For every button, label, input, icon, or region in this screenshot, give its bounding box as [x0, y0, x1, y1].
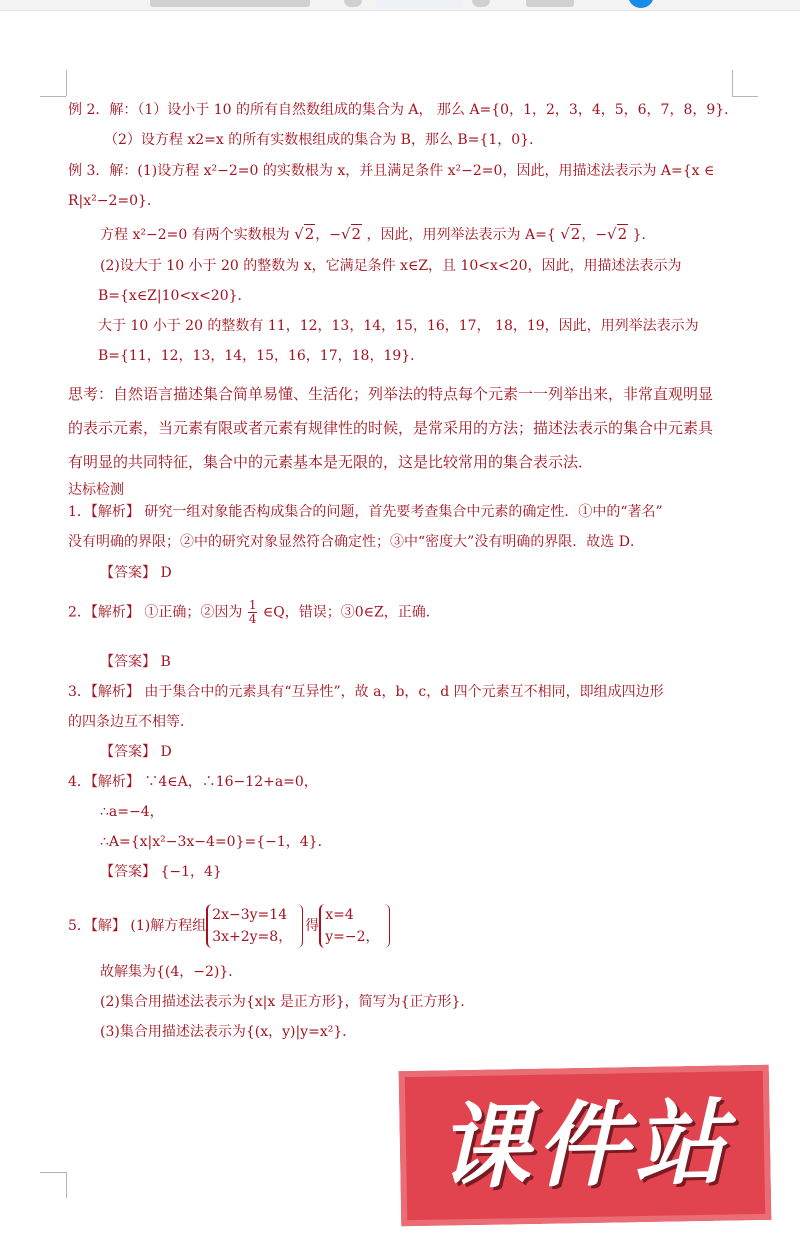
text-fragment: 2．【解析】 ①正确；②因为	[68, 604, 243, 621]
section-heading: 达标检测	[68, 482, 124, 498]
text-fragment: ∈Q，错误；③0∈Z，正确．	[262, 604, 440, 621]
text-line: 的四条边互不相等．	[68, 714, 194, 730]
solution-system	[319, 904, 383, 948]
page-corner-mark	[732, 96, 758, 97]
page-corner-mark	[66, 70, 67, 96]
answer-line: 【答案】 D	[100, 565, 172, 581]
denominator: 4	[248, 612, 257, 626]
page-corner-mark	[732, 70, 733, 96]
text-fragment: }．	[632, 227, 656, 243]
text-fragment: 方程 x²−2=0 有两个实数根为	[100, 227, 290, 243]
toolbar-label-fragment	[150, 0, 310, 7]
text-line: 3．【解析】 由于集合中的元素具有“互异性”，故 a，b，c，d 四个元素互不相同，即组成四边形	[68, 684, 664, 700]
toolbar-icon[interactable]	[472, 0, 490, 7]
equation-system	[206, 904, 296, 948]
text-line: ∴a=−4，	[100, 804, 164, 820]
text-line: 思考：自然语言描述集合简单易懂、生活化；列举法的特点每个元素一一列举出来，非常直观明显	[68, 385, 714, 403]
minus-sign: −	[595, 227, 608, 243]
comma: ，	[315, 227, 330, 243]
page-corner-mark	[40, 96, 66, 97]
text-line: 大于 10 小于 20 的整数有 11，12，13，14，15，16，17， 18，19，因此，用列举法表示为	[98, 318, 699, 334]
text-line: (3)集合用描述法表示为{(x，y)|y=x²}．	[100, 1024, 357, 1040]
equation: 2x−3y=14	[212, 907, 288, 923]
answer-line: 【答案】 D	[100, 744, 172, 760]
sqrt-expression: √2	[607, 225, 628, 243]
app-toolbar-strip	[0, 0, 800, 11]
radicand: 2	[570, 225, 581, 243]
answer-line: 【答案】 {−1，4}	[100, 864, 222, 880]
watermark-stamp	[399, 1065, 772, 1226]
sqrt-expression: √2	[560, 225, 581, 243]
page-corner-mark	[66, 1172, 67, 1198]
text-line-with-roots	[100, 224, 656, 245]
text-line: 有明显的共同特征，集合中的元素基本是无限的，这是比较常用的集合表示法．	[68, 453, 594, 471]
sqrt-expression: √2	[294, 225, 315, 243]
equation: x=4	[325, 907, 354, 923]
comma: ，	[581, 227, 596, 243]
text-line: 例 3．解：(1)设方程 x²−2=0 的实数根为 x，并且满足条件 x²−2=0，因此，用描述法表示为 A={x ∈	[68, 163, 715, 179]
text-line: ∴A={x|x²−3x−4=0}={−1，4}．	[100, 834, 332, 850]
equation: 3x+2y=8，	[212, 929, 293, 945]
system-brace-right	[296, 904, 303, 948]
text-line: （2）设方程 x2=x 的所有实数根组成的集合为 B，那么 B={1，0}．	[104, 132, 544, 148]
text-fragment: 5．【解】 (1)解方程组	[68, 918, 207, 934]
toolbar-label-fragment	[526, 0, 574, 7]
minus-sign: −	[329, 227, 341, 243]
text-line: 1．【解析】 研究一组对象能否构成集合的问题，首先要考查集合中元素的确定性．①中的“著名”	[68, 504, 663, 520]
radicand: 2	[351, 225, 362, 243]
toolbar-input[interactable]	[376, 0, 462, 8]
page-corner-mark	[40, 1172, 66, 1173]
text-fragment: 得	[305, 918, 320, 934]
radicand: 2	[304, 225, 315, 243]
text-line: R|x²−2=0}．	[68, 193, 161, 209]
text-line-with-fraction	[68, 599, 440, 626]
answer-line: 【答案】 B	[100, 654, 171, 670]
equation: y=−2，	[325, 929, 380, 945]
system-brace-right	[383, 904, 390, 948]
text-line-with-system	[68, 904, 392, 948]
text-fragment: ，因此，用列举法表示为 A={	[366, 227, 556, 243]
text-line: B={x∈Z|10<x<20}．	[98, 288, 252, 304]
toolbar-icon[interactable]	[344, 0, 362, 7]
radicand: 2	[617, 225, 628, 243]
fraction	[248, 599, 258, 626]
sqrt-expression: √2	[340, 225, 362, 243]
text-line: B={11，12，13，14，15，16，17，18，19}．	[98, 348, 425, 364]
text-line: (2)设大于 10 小于 20 的整数为 x，它满足条件 x∈Z，且 10<x<20，因此，用描述法表示为	[100, 258, 682, 274]
text-line: 的表示元素，当元素有限或者元素有规律性的时候，是常采用的方法；描述法表示的集合中元素具	[68, 419, 714, 437]
text-line: (2)集合用描述法表示为{x|x 是正方形}，简写为{正方形}．	[100, 994, 475, 1010]
text-line: 没有明确的界限；②中的研究对象显然符合确定性；③中“密度大”没有明确的界限．故选 D．	[68, 534, 644, 550]
text-line: 例 2．解：（1）设小于 10 的所有自然数组成的集合为 A， 那么 A={0，1，2，3，4，5，6，7，8，9}．	[68, 102, 739, 118]
toolbar-round-button[interactable]	[628, 0, 654, 8]
text-line: 故解集为{(4，−2)}．	[100, 964, 243, 980]
watermark-text: 课件站	[437, 1089, 733, 1202]
text-line: 4．【解析】 ∵4∈A，∴16−12+a=0，	[68, 774, 318, 790]
numerator: 1	[248, 598, 257, 612]
